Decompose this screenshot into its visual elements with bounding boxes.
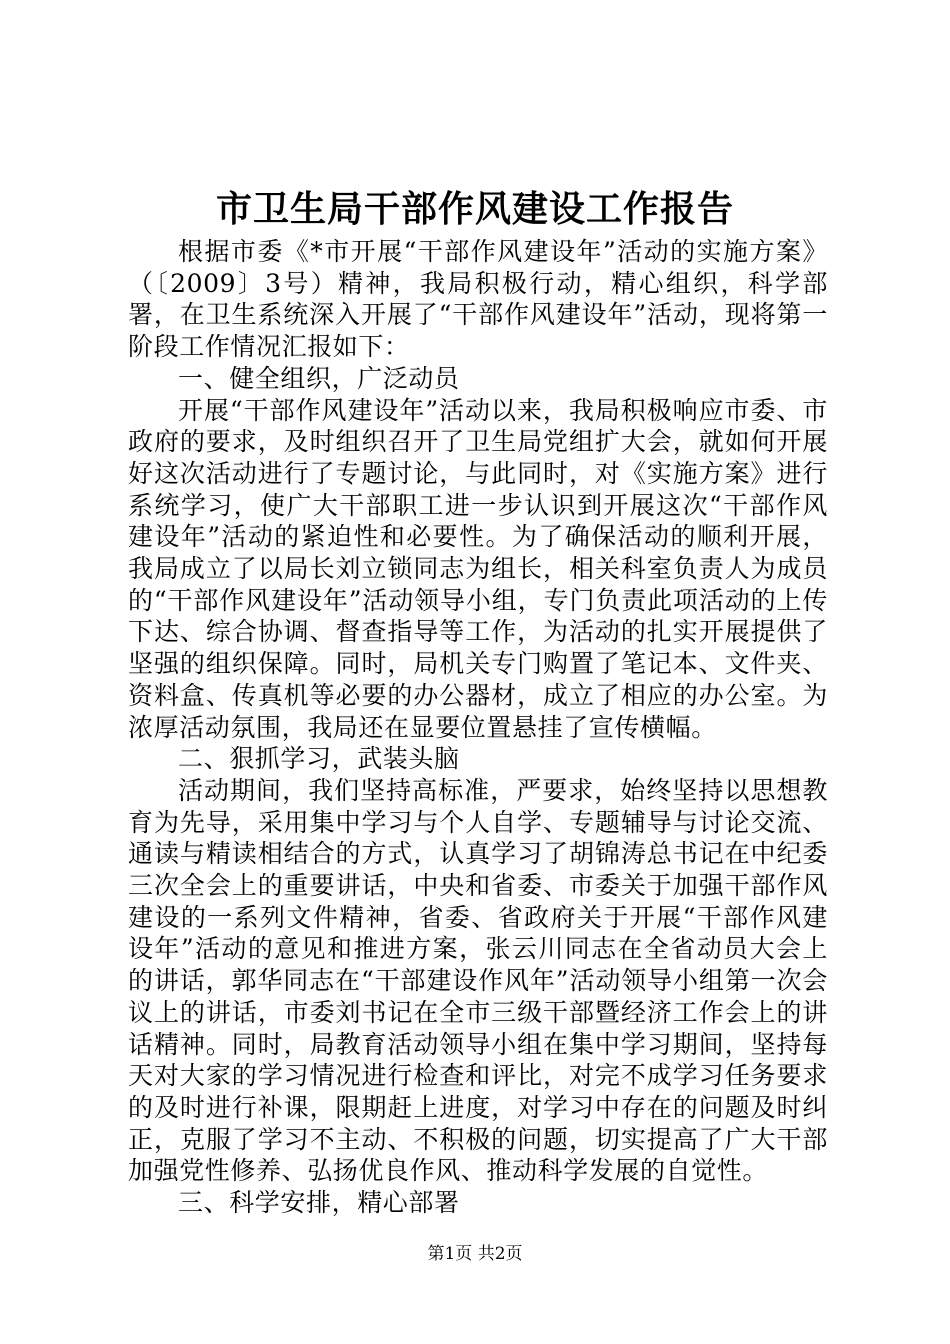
- section-heading-1: 一、健全组织，广泛动员: [178, 363, 460, 393]
- intro-paragraph: 根据市委《*市开展“干部作风建设年”活动的实施方案》（〔2009〕3号）精神，我局积极行动，精心组织，科学部署，在卫生系统深入开展了“干部作风建设年”活动，现将第一阶段工作情况汇报如下：: [128, 237, 828, 362]
- section-heading-3: 三、科学安排，精心部署: [178, 1188, 460, 1218]
- document-title: 市卫生局干部作风建设工作报告: [215, 188, 734, 230]
- section-heading-2: 二、狠抓学习，武装头脑: [178, 744, 460, 774]
- section-paragraph-2: 活动期间，我们坚持高标准，严要求，始终坚持以思想教育为先导，采用集中学习与个人自学、专题辅导与讨论交流、通读与精读相结合的方式，认真学习了胡锦涛总书记在中纪委三次全会上的重要讲话，中央和省委、市委关于加强干部作风建设的一系列文件精神，省委、省政府关于开展“干部作风建设年”活动的意见和推进方案，张云川同志在全省动员大会上的讲话，郭华同志在“干部建设作风年”活动领导小组第一次会议上的讲话，市委刘书记在全市三级干部暨经济工作会上的讲话精神。同时，局教育活动领导小组在集中学习期间，坚持每天对大家的学习情况进行检查和评比，对完不成学习任务要求的及时进行补课，限期赶上进度，对学习中存在的问题及时纠正，克服了学习不主动、不积极的问题，切实提高了广大干部加强党性修养、弘扬优良作风、推动科学发展的自觉性。: [128, 775, 828, 1186]
- page-number-footer: 第1页 共2页: [427, 1244, 523, 1264]
- document-body: [128, 236, 828, 1219]
- section-paragraph-1: 开展“干部作风建设年”活动以来，我局积极响应市委、市政府的要求，及时组织召开了卫生局党组扩大会，就如何开展好这次活动进行了专题讨论，与此同时，对《实施方案》进行系统学习，使广大干部职工进一步认识到开展这次“干部作风建设年”活动的紧迫性和必要性。为了确保活动的顺利开展，我局成立了以局长刘立锁同志为组长，相关科室负责人为成员的“干部作风建设年”活动领导小组，专门负责此项活动的上传下达、综合协调、督查指导等工作，为活动的扎实开展提供了坚强的组织保障。同时，局机关专门购置了笔记本、文件夹、资料盒、传真机等必要的办公器材，成立了相应的办公室。为浓厚活动氛围，我局还在显要位置悬挂了宣传横幅。: [128, 395, 828, 742]
